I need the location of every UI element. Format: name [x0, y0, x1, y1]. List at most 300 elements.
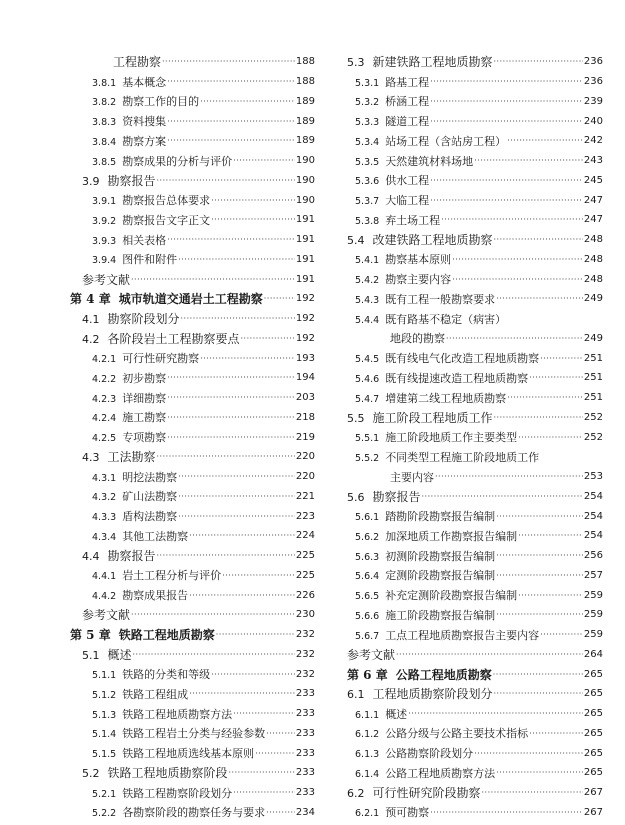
toc-entry[interactable]: [70, 151, 315, 171]
toc-entry[interactable]: [347, 190, 603, 210]
toc-entry-page: 191: [295, 273, 315, 285]
dot-leader: [430, 196, 583, 205]
dot-leader: [189, 591, 295, 600]
toc-entry-page: 233: [295, 747, 315, 759]
toc-entry-number: 6.1: [347, 688, 365, 702]
toc-entry-text: 预可勘察: [385, 806, 430, 820]
toc-entry[interactable]: [347, 526, 603, 546]
toc-entry-number: 6.1.2: [355, 729, 380, 741]
toc-entry[interactable]: [347, 684, 603, 704]
toc-entry-title: [92, 804, 265, 820]
toc-entry-page: 232: [295, 648, 315, 660]
toc-entry[interactable]: [70, 566, 315, 586]
toc-entry-page: 242: [583, 135, 603, 147]
toc-entry[interactable]: [347, 230, 603, 250]
toc-entry-text: 岩土工程分析与评价: [122, 569, 222, 583]
toc-entry-number: 4.3.2: [92, 492, 117, 504]
toc-entry-text: 新建铁路工程地质勘察: [372, 55, 493, 70]
toc-entry-page: 240: [583, 115, 603, 127]
dot-leader: [178, 472, 295, 481]
toc-entry-page: 259: [583, 629, 603, 641]
toc-entry-page: 233: [295, 708, 315, 720]
dot-leader: [229, 768, 295, 777]
dot-leader: [529, 373, 583, 382]
toc-entry-page: 189: [295, 95, 315, 107]
toc-entry-number: 5.6.2: [355, 531, 380, 543]
dot-leader: [496, 571, 583, 580]
toc-entry-text: 铁路工程组成: [122, 687, 189, 701]
toc-entry-title: [355, 212, 440, 228]
toc-entry-page: 252: [583, 411, 603, 423]
dot-leader: [507, 136, 583, 145]
toc-entry-number: 3.8.2: [92, 97, 117, 109]
toc-entry-text: 可行性研究勘察: [122, 352, 200, 366]
toc-entry-page: 192: [295, 332, 315, 344]
toc-entry-title: [92, 133, 166, 149]
toc-entry-text: 施工勘察: [122, 411, 167, 425]
toc-entry[interactable]: [70, 763, 315, 783]
toc-entry-text: 大临工程: [385, 194, 430, 208]
toc-entry-text: 盾构法勘察: [122, 510, 178, 524]
toc-entry-page: 256: [583, 550, 603, 562]
toc-entry-text: 施工阶段勘察报告编制: [385, 608, 496, 622]
toc-entry[interactable]: [347, 803, 603, 823]
toc-entry-page: 203: [295, 392, 315, 404]
toc-entry-text: 勘察报告: [107, 549, 156, 564]
toc-entry[interactable]: [70, 111, 315, 131]
dot-leader: [264, 294, 295, 303]
toc-entry-number: 5.3.3: [355, 117, 380, 129]
toc-entry[interactable]: [70, 250, 315, 270]
toc-entry-text: 勘察报告文字正文: [122, 213, 211, 227]
toc-entry-text: 施工阶段工程地质工作: [372, 410, 493, 425]
toc-entry-text: 勘察报告总体要求: [122, 194, 211, 208]
toc-entry-text: 公路分级与公路主要技术指标: [385, 727, 529, 741]
toc-entry-text: 施工阶段地质工作主要类型: [385, 431, 518, 445]
toc-entry[interactable]: [347, 131, 603, 151]
toc-entry[interactable]: [347, 645, 603, 665]
toc-entry[interactable]: [70, 743, 315, 763]
toc-entry-title: [355, 172, 429, 188]
toc-entry-number: 3.9.3: [92, 235, 117, 247]
toc-entry-page: 265: [583, 727, 603, 739]
toc-entry-title: [347, 488, 421, 505]
toc-entry-text: 基本概念: [122, 75, 167, 89]
toc-entry-number: 5.6.7: [355, 630, 380, 642]
toc-entry-text: 补充定测阶段勘察报告编制: [385, 589, 518, 603]
toc-left-column: [70, 52, 315, 822]
toc-entry-title: [82, 310, 180, 327]
toc-entry-number: 5.3.5: [355, 156, 380, 168]
toc-entry[interactable]: [347, 348, 603, 368]
toc-entry[interactable]: [347, 743, 603, 763]
toc-entry[interactable]: [70, 684, 315, 704]
toc-entry-number: 4.2.4: [92, 413, 117, 425]
toc-entry[interactable]: [347, 724, 603, 744]
toc-entry[interactable]: [70, 546, 315, 566]
toc-entry[interactable]: [347, 111, 603, 131]
toc-entry[interactable]: [347, 250, 603, 270]
toc-entry-page: 191: [295, 214, 315, 226]
toc-entry[interactable]: [70, 190, 315, 210]
toc-entry[interactable]: [70, 625, 315, 645]
toc-entry-text: 工程勘察: [113, 55, 162, 70]
toc-entry-title: [92, 232, 166, 248]
toc-entry-text: 铁路工程勘察阶段划分: [122, 786, 233, 800]
toc-entry-number: 5.4.4: [355, 314, 380, 326]
toc-entry-title: [347, 231, 493, 248]
toc-entry-text: 明挖法勘察: [122, 470, 178, 484]
toc-entry-text: 铁路工程地质勘察阶段: [107, 766, 228, 781]
toc-entry-text: 增建第二线工程地质勘察: [385, 391, 507, 405]
dot-leader: [430, 117, 583, 126]
toc-entry-text: 概述: [385, 707, 408, 721]
toc-entry-text: 勘察成果的分析与评价: [122, 154, 233, 168]
dot-leader: [474, 156, 583, 165]
toc-entry-number: 5.4.1: [355, 255, 380, 267]
toc-entry-title: [82, 271, 130, 288]
toc-entry-number: 5.4.7: [355, 393, 380, 405]
toc-entry-page: 251: [583, 352, 603, 364]
toc-entry-text: 各阶段岩土工程勘察要点: [107, 331, 240, 346]
dot-leader: [496, 551, 583, 560]
dot-leader: [222, 571, 295, 580]
toc-entry-page: 230: [295, 609, 315, 621]
toc-entry-title: [92, 745, 254, 761]
dot-leader: [266, 808, 295, 817]
toc-entry[interactable]: [347, 506, 603, 526]
toc-entry[interactable]: [347, 289, 603, 309]
toc-entry-title: [355, 429, 517, 445]
toc-entry[interactable]: [70, 368, 315, 388]
toc-entry-title: [355, 192, 429, 208]
toc-entry-text: 地段的勘察: [390, 332, 445, 346]
toc-entry-number: 4.2: [82, 332, 100, 346]
toc-entry-title: [355, 627, 539, 643]
dot-leader: [529, 729, 583, 738]
toc-entry-page: 189: [295, 135, 315, 147]
toc-entry-title: [113, 53, 161, 70]
toc-entry-page: 248: [583, 253, 603, 265]
toc-entry-text: 相关表格: [122, 233, 167, 247]
toc-entry-title: [82, 448, 156, 465]
toc-entry-title: [390, 330, 445, 346]
toc-entry-title: [92, 528, 188, 544]
toc-entry[interactable]: [347, 408, 603, 428]
toc-entry-text: 加深地质工作勘察报告编制: [385, 529, 518, 543]
toc-entry-page: 239: [583, 95, 603, 107]
toc-entry-page: 191: [295, 234, 315, 246]
toc-entry[interactable]: [347, 546, 603, 566]
toc-entry-title: [92, 508, 177, 524]
toc-entry-title: [92, 192, 210, 208]
dot-leader: [496, 294, 583, 303]
toc-entry[interactable]: [347, 72, 603, 92]
dot-leader: [189, 689, 295, 698]
toc-entry-page: 249: [583, 332, 603, 344]
toc-entry-page: 224: [295, 530, 315, 542]
toc-entry-page: 248: [583, 273, 603, 285]
toc-entry[interactable]: [347, 210, 603, 230]
toc-entry[interactable]: [70, 230, 315, 250]
toc-entry[interactable]: [347, 467, 603, 487]
toc-entry[interactable]: [347, 92, 603, 112]
toc-entry-page: 245: [583, 174, 603, 186]
toc-entry[interactable]: [347, 625, 603, 645]
toc-entry[interactable]: [70, 52, 315, 72]
toc-entry-page: 259: [583, 589, 603, 601]
dot-leader: [446, 334, 583, 343]
toc-entry[interactable]: [70, 289, 315, 309]
toc-entry-text: 勘察报告: [107, 173, 156, 188]
toc-entry-page: 252: [583, 431, 603, 443]
toc-entry[interactable]: [70, 506, 315, 526]
toc-entry-number: 4.2.1: [92, 354, 117, 366]
toc-entry-title: [92, 93, 199, 109]
toc-entry-page: 233: [295, 787, 315, 799]
toc-entry-text: 参考文献: [82, 608, 131, 623]
toc-entry[interactable]: [347, 447, 603, 467]
toc-entry[interactable]: [70, 131, 315, 151]
toc-entry-page: 254: [583, 510, 603, 522]
toc-entry-page: 247: [583, 214, 603, 226]
toc-entry-title: [82, 606, 130, 623]
toc-entry-text: 弃土场工程: [385, 213, 441, 227]
toc-entry[interactable]: [347, 605, 603, 625]
toc-entry-text: 城市轨道交通岩土工程勘察: [118, 292, 263, 307]
toc-entry[interactable]: [70, 348, 315, 368]
toc-entry-number: 5.6.4: [355, 571, 380, 583]
toc-entry[interactable]: [70, 605, 315, 625]
toc-entry-title: [82, 547, 156, 564]
toc-entry-page: 234: [295, 806, 315, 818]
toc-entry[interactable]: [70, 269, 315, 289]
toc-right-column: [347, 52, 603, 822]
toc-entry-page: 220: [295, 451, 315, 463]
toc-entry-page: 223: [295, 510, 315, 522]
toc-entry-text: 既有线提速改造工程地质勘察: [385, 371, 529, 385]
toc-entry-title: [355, 587, 517, 603]
dot-leader: [452, 255, 583, 264]
toc-entry-text: 供水工程: [385, 174, 430, 188]
toc-entry[interactable]: [347, 487, 603, 507]
toc-entry-title: [70, 626, 215, 643]
toc-entry-page: 188: [295, 76, 315, 88]
toc-entry[interactable]: [70, 467, 315, 487]
toc-entry-text: 参考文献: [82, 272, 131, 287]
toc-entry-number: 第 4 章: [70, 292, 111, 307]
dot-leader: [241, 334, 295, 343]
toc-entry-title: [355, 291, 495, 307]
dot-leader: [167, 235, 295, 244]
toc-entry-page: 267: [583, 787, 603, 799]
toc-entry[interactable]: [70, 645, 315, 665]
toc-entry[interactable]: [347, 388, 603, 408]
dot-leader: [430, 808, 583, 817]
toc-entry-text: 参考文献: [347, 647, 396, 662]
toc-entry-page: 233: [295, 688, 315, 700]
toc-entry-page: 236: [583, 76, 603, 88]
dot-leader: [162, 57, 295, 66]
toc-entry-text: 路基工程: [385, 75, 430, 89]
toc-entry-text: 初步勘察: [122, 371, 167, 385]
toc-entry[interactable]: [347, 171, 603, 191]
toc-entry-page: 218: [295, 411, 315, 423]
dot-leader: [211, 670, 295, 679]
toc-entry[interactable]: [347, 585, 603, 605]
dot-leader: [233, 788, 295, 797]
toc-entry-page: 233: [295, 767, 315, 779]
toc-entry-number: 5.1.1: [92, 670, 117, 682]
toc-entry-page: 248: [583, 234, 603, 246]
toc-entry-text: 公路工程地质勘察: [395, 667, 492, 682]
toc-entry-page: 193: [295, 352, 315, 364]
toc-entry[interactable]: [347, 151, 603, 171]
toc-entry-number: 5.3.6: [355, 176, 380, 188]
dot-leader: [540, 354, 583, 363]
toc-entry-text: 公路勘察阶段划分: [385, 747, 474, 761]
toc-entry-title: [355, 725, 528, 741]
dot-leader: [200, 97, 295, 106]
dot-leader: [430, 77, 583, 86]
toc-entry[interactable]: [70, 309, 315, 329]
toc-entry-title: [82, 646, 132, 663]
toc-entry-number: 5.5: [347, 411, 365, 425]
dot-leader: [157, 176, 295, 185]
toc-entry-title: [92, 706, 232, 722]
dot-leader: [200, 354, 295, 363]
toc-entry[interactable]: [347, 783, 603, 803]
toc-entry-number: 第 5 章: [70, 628, 111, 643]
dot-leader: [496, 512, 583, 521]
toc-entry-number: 4.4: [82, 550, 100, 564]
toc-entry-title: [92, 666, 210, 682]
dot-leader: [181, 314, 295, 323]
toc-entry-text: 主要内容: [390, 470, 434, 484]
toc-entry[interactable]: [70, 427, 315, 447]
toc-entry[interactable]: [347, 566, 603, 586]
toc-entry-number: 5.3.8: [355, 215, 380, 227]
dot-leader: [482, 788, 583, 797]
toc-entry[interactable]: [70, 783, 315, 803]
toc-entry[interactable]: [347, 763, 603, 783]
toc-entry-page: 192: [295, 313, 315, 325]
toc-entry-number: 4.2.2: [92, 373, 117, 385]
toc-entry-page: 236: [583, 56, 603, 68]
toc-entry-page: 265: [583, 767, 603, 779]
toc-entry-number: 5.3.2: [355, 97, 380, 109]
toc-entry-title: [347, 784, 481, 801]
toc-entry-text: 勘察方案: [122, 134, 167, 148]
toc-entry[interactable]: [347, 269, 603, 289]
dot-leader: [494, 413, 583, 422]
toc-entry-title: [92, 488, 177, 504]
dot-leader: [430, 176, 583, 185]
toc-entry[interactable]: [347, 329, 603, 349]
toc-entry[interactable]: [347, 704, 603, 724]
dot-leader: [493, 670, 583, 679]
toc-entry-page: 264: [583, 648, 603, 660]
toc-entry-number: 5.4.2: [355, 275, 380, 287]
toc-entry-text: 勘察主要内容: [385, 273, 452, 287]
toc-entry[interactable]: [70, 704, 315, 724]
toc-entry[interactable]: [347, 427, 603, 447]
toc-entry-page: 225: [295, 569, 315, 581]
toc-entry-number: 5.6.3: [355, 551, 380, 563]
toc-entry-text: 踏勘阶段勘察报告编制: [385, 510, 496, 524]
toc-entry[interactable]: [70, 210, 315, 230]
dot-leader: [189, 531, 295, 540]
toc-entry[interactable]: [70, 724, 315, 744]
toc-entry-title: [92, 429, 166, 445]
dot-leader: [167, 373, 295, 382]
toc-entry-number: 4.4.2: [92, 591, 117, 603]
toc-entry-page: 265: [583, 747, 603, 759]
toc-entry[interactable]: [70, 585, 315, 605]
dot-leader: [167, 433, 295, 442]
toc-entry[interactable]: [70, 447, 315, 467]
toc-entry[interactable]: [70, 408, 315, 428]
toc-entry-title: [92, 469, 177, 485]
dot-leader: [178, 492, 295, 501]
toc-entry[interactable]: [347, 52, 603, 72]
toc-entry-number: 5.1.5: [92, 749, 117, 761]
dot-leader: [178, 255, 295, 264]
toc-entry[interactable]: [70, 72, 315, 92]
toc-entry[interactable]: [347, 664, 603, 684]
toc-entry[interactable]: [70, 664, 315, 684]
toc-entry-number: 5.3: [347, 56, 365, 70]
toc-entry-title: [92, 390, 166, 406]
toc-entry[interactable]: [347, 309, 603, 329]
toc-entry-text: 定测阶段勘察报告编制: [385, 569, 496, 583]
toc-entry-title: [355, 567, 495, 583]
toc-entry-page: 267: [583, 806, 603, 818]
toc-entry-title: [355, 528, 517, 544]
toc-entry-text: 既有工程一般勘察要求: [385, 292, 496, 306]
toc-entry-number: 5.6: [347, 490, 365, 504]
toc-entry-number: 4.4.1: [92, 571, 117, 583]
toc-entry-number: 6.2.1: [355, 808, 380, 820]
toc-entry-number: 5.4.3: [355, 294, 380, 306]
dot-leader: [540, 630, 583, 639]
toc-entry-title: [355, 251, 451, 267]
toc-entry-title: [355, 449, 539, 465]
toc-entry[interactable]: [70, 329, 315, 349]
toc-entry[interactable]: [70, 171, 315, 191]
dot-leader: [518, 591, 583, 600]
toc-entry[interactable]: [347, 368, 603, 388]
toc-entry-number: 3.9.2: [92, 215, 117, 227]
dot-leader: [396, 650, 583, 659]
toc-entry-page: 259: [583, 609, 603, 621]
toc-entry[interactable]: [70, 487, 315, 507]
toc-entry-title: [355, 370, 528, 386]
toc-entry[interactable]: [70, 92, 315, 112]
toc-entry-number: 3.9.4: [92, 255, 117, 267]
toc-entry-number: 5.5.1: [355, 433, 380, 445]
dot-leader: [494, 235, 583, 244]
toc-entry[interactable]: [70, 803, 315, 823]
toc-entry-page: 253: [583, 471, 603, 483]
toc-entry[interactable]: [70, 388, 315, 408]
toc-entry-title: [92, 785, 232, 801]
toc-entry-text: 详细勘察: [122, 391, 167, 405]
toc-entry-text: 初测阶段勘察报告编制: [385, 549, 496, 563]
toc-entry-title: [92, 153, 232, 169]
dot-leader: [255, 749, 295, 758]
toc-entry[interactable]: [70, 526, 315, 546]
